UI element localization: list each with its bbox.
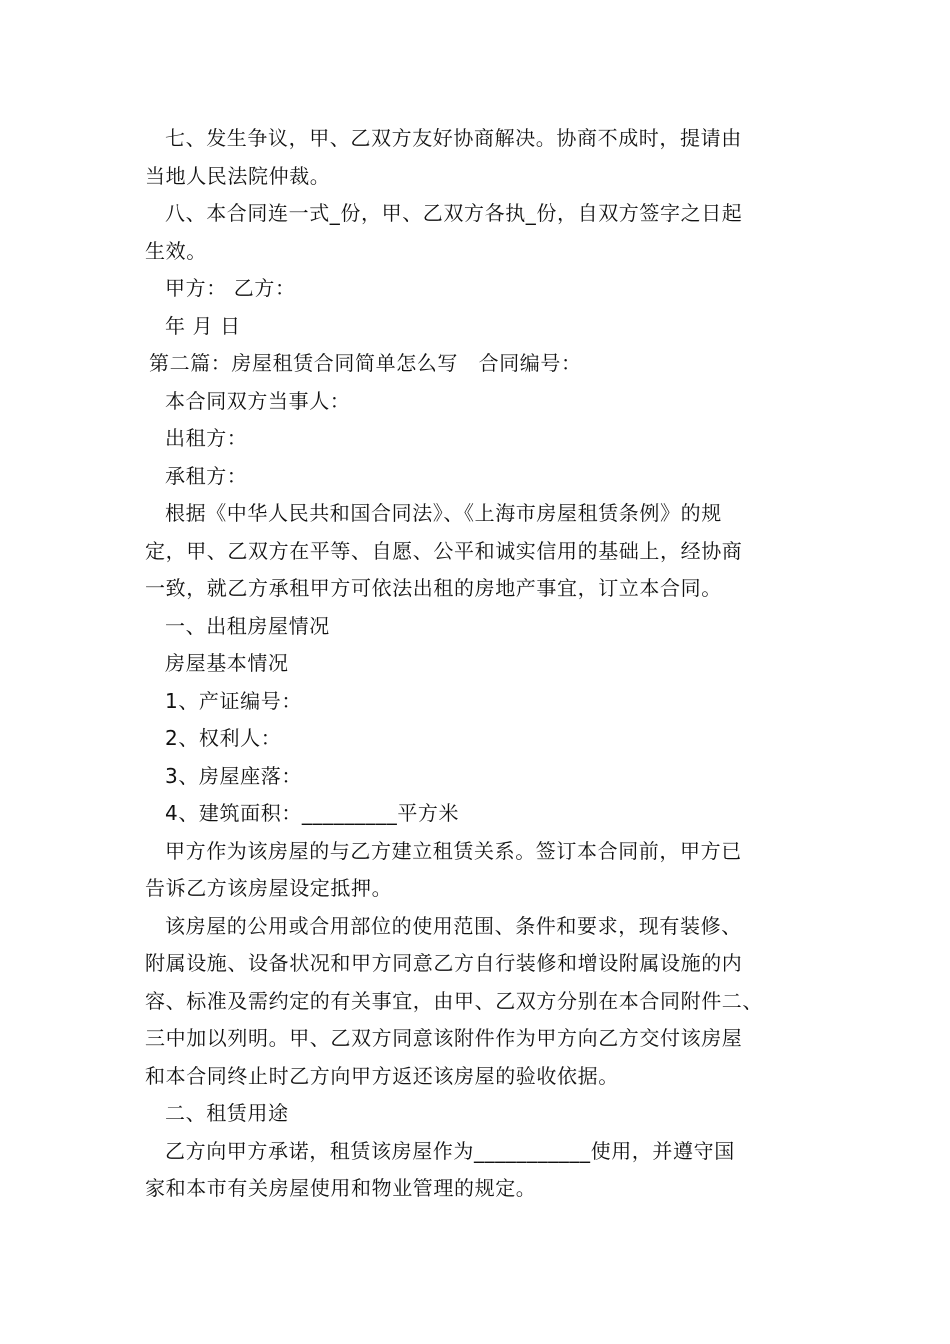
usage-paragraph [145,1133,810,1208]
text-line: 当地人民法院仲裁。 [145,163,331,188]
text-line: 附属设施、设备状况和甲方同意乙方自行装修和增设附属设施的内 [145,951,743,975]
signature-date: 年 月 日 [165,313,241,338]
subheading: 房屋基本情况 [165,651,289,675]
text-line: 三中加以列明。甲、乙双方同意该附件作为甲方向乙方交付该房屋 [145,1026,743,1050]
text-line: 和本合同终止时乙方向甲方返还该房屋的验收依据。 [145,1063,619,1088]
clause-7 [145,120,810,195]
section-heading: 第二篇：房屋租赁合同简单怎么写 合同编号： [149,351,582,375]
signature-parties: 甲方： 乙方： [165,276,296,300]
text-line: 定，甲、乙双方在平等、自愿、公平和诚实信用的基础上，经协商 [145,538,743,563]
document-body [145,120,810,1208]
lessor-field: 出租方： [165,426,248,450]
text-line: 该房屋的公用或合用部位的使用范围、条件和要求，现有装修、 [165,913,742,938]
text-line: 告诉乙方该房屋设定抵押。 [145,876,393,900]
text-line: 八、本合同连一式_份，甲、乙双方各执_份，自双方签字之日起 [165,201,743,225]
article-1-heading: 一、出租房屋情况 [165,613,330,638]
facilities-paragraph [145,908,810,1096]
text-line: 乙方向甲方承诺，租赁该房屋作为___________使用，并遵守国 [165,1138,735,1163]
lessee-field: 承租方： [165,463,248,488]
article-2-heading: 二、租赁用途 [165,1101,289,1125]
clause-8 [145,195,810,270]
text-line: 根据《中华人民共和国合同法》、《上海市房屋租赁条例》的规 [165,501,722,525]
text-line: 七、发生争议，甲、乙双方友好协商解决。协商不成时，提请由 [165,126,742,150]
text-line: 生效。 [145,238,207,263]
preamble-paragraph [145,495,810,608]
text-line: 家和本市有关房屋使用和物业管理的规定。 [145,1176,537,1200]
property-cert-number: 1、产证编号： [165,688,302,713]
text-line: 一致，就乙方承租甲方可依法出租的房地产事宜，订立本合同。 [145,576,722,600]
parties-heading: 本合同双方当事人： [165,388,351,413]
property-owner: 2、权利人： [165,726,282,750]
text-line: 甲方作为该房屋的与乙方建立租赁关系。签订本合同前，甲方已 [165,838,742,863]
property-area: 4、建筑面积：_________平方米 [165,801,460,825]
property-location: 3、房屋座落： [165,763,302,788]
mortgage-paragraph [145,833,810,908]
text-line: 容、标准及需约定的有关事宜，由甲、乙双方分别在本合同附件二、 [145,988,763,1013]
